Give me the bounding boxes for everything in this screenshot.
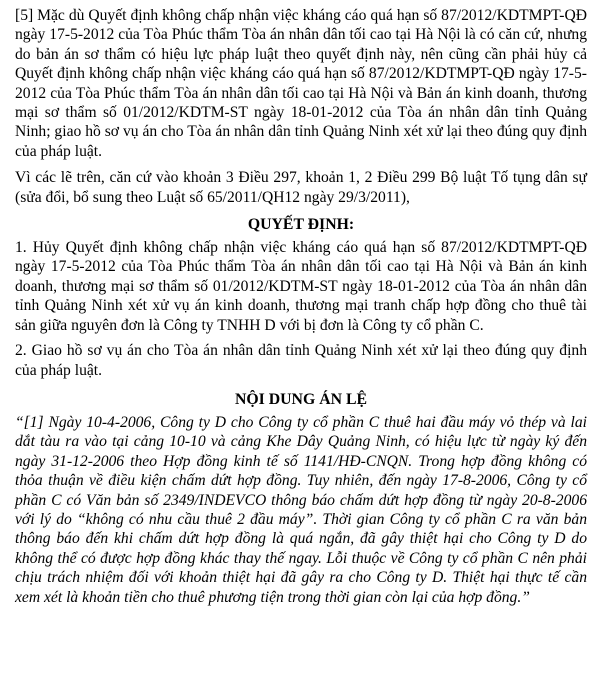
paragraph-5: [5] Mặc dù Quyết định không chấp nhận việc kháng cáo quá hạn số 87/2012/KDTMPT-QĐ ngày 17-5-2012 của Tòa Phúc thẩm Tòa án nhân dân tối cao tại Hà Nội là có căn cứ, nhưng do bản án sơ thẩm có hiệu lực pháp luật theo quyết định này, nên cũng cần phải hủy cả Quyết định không chấp nhận việc kháng cáo quá hạn số 87/2012/KDTMPT-QĐ ngày 17-5-2012 của Tòa Phúc thẩm Tòa án nhân dân tối cao tại Hà Nội và Bản án kinh doanh, thương mại sơ thẩm số 01/2012/KDTM-ST ngày 18-01-2012 của Tòa án nhân dân tỉnh Quảng Ninh; giao hồ sơ vụ án cho Tòa án nhân dân tỉnh Quảng Ninh xét xử lại theo đúng quy định của pháp luật.: [15, 7, 587, 160]
decision-item-1: 1. Hủy Quyết định không chấp nhận việc kháng cáo quá hạn số 87/2012/KDTMPT-QĐ ngày 17-5-2012 của Tòa Phúc thẩm Tòa án nhân dân tối cao tại Hà Nội và Bản án kinh doanh, thương mại sơ thẩm số 01/2012/KDTM-ST ngày 18-01-2012 của Tòa án nhân dân tỉnh Quảng Ninh xét xử vụ án kinh doanh, thương mại tranh chấp hợp đồng cho thuê tài sản giữa nguyên đơn là Công ty TNHH D với bị đơn là Công ty cổ phần C.: [15, 239, 587, 334]
document-page: [15, 6, 587, 607]
precedent-heading: NỘI DUNG ÁN LỆ: [234, 390, 368, 408]
decision-heading: QUYẾT ĐỊNH:: [247, 216, 355, 234]
precedent-quote: “[1] Ngày 10-4-2006, Công ty D cho Công ty cổ phần C thuê hai đầu máy vỏ thép và lai dắt tàu ra vào tại cảng 10-10 và cảng Khe Dây Quảng Ninh, có hiệu lực từ ngày ký đến ngày 31-12-2006 theo Hợp đồng kinh tế số 1141/HĐ-CNQN. Trong hợp đồng không có thỏa thuận về điều kiện chấm dứt hợp đồng. Tuy nhiên, đến ngày 17-8-2006, Công ty cổ phần C có Văn bản số 2349/INDEVCO thông báo chấm dứt hợp đồng từ ngày 20-8-2006 với lý do “không có nhu cầu thuê 2 đầu máy”. Thời gian Công ty cổ phần C ra văn bản thông báo đến khi chấm dứt hợp đồng là quá ngắn, đã gây thiệt hại cho Công ty D do không thể có được hợp đồng khác thay thế ngay. Lỗi thuộc về Công ty cổ phần C nên phải chịu trách nhiệm đối với khoản thiệt hại đã gây ra cho Công ty D. Thiệt hại thực tế cần xem xét là khoản tiền cho thuê phương tiện trong thời gian còn lại của hợp đồng.”: [15, 413, 587, 606]
legal-basis-paragraph: Vì các lẽ trên, căn cứ vào khoản 3 Điều 297, khoản 1, 2 Điều 299 Bộ luật Tố tụng dân sự (sửa đổi, bổ sung theo Luật số 65/2011/QH12 ngày 29/3/2011),: [15, 169, 587, 206]
decision-item-2: 2. Giao hồ sơ vụ án cho Tòa án nhân dân tỉnh Quảng Ninh xét xử lại theo đúng quy định của pháp luật.: [15, 342, 587, 379]
